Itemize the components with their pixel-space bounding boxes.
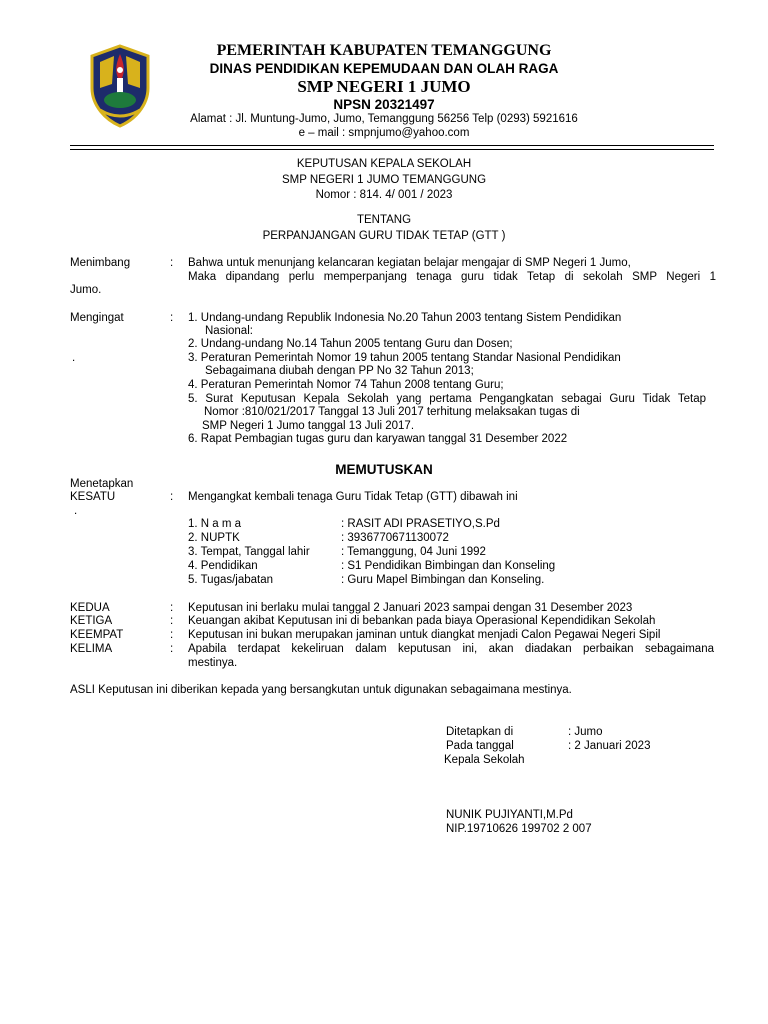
diktum-colon: : — [170, 643, 174, 655]
mengingat-label: Mengingat — [70, 312, 124, 324]
menimbang-line: Jumo. — [70, 284, 102, 296]
menimbang-label: Menimbang — [70, 257, 131, 269]
sign-name: NUNIK PUJIYANTI,M.Pd — [446, 809, 573, 821]
mengingat-item: SMP Negeri 1 Jumo tanggal 13 Juli 2017. — [202, 420, 415, 432]
menetapkan-label: Menetapkan — [70, 478, 134, 490]
person-value: : Guru Mapel Bimbingan dan Konseling. — [341, 574, 545, 586]
person-value: : RASIT ADI PRASETIYO,S.Pd — [341, 518, 500, 530]
stray-dot: . — [72, 352, 76, 364]
decree-school: SMP NEGERI 1 JUMO TEMANGGUNG — [281, 174, 487, 186]
diktum-colon: : — [170, 602, 174, 614]
decree-subject: PERPANJANGAN GURU TIDAK TETAP (GTT ) — [262, 230, 506, 242]
stray-dot: . — [74, 505, 78, 517]
kop-address: Alamat : Jl. Muntung-Jumo, Jumo, Temanggung 56256 Telp (0293) 5921616 — [190, 113, 578, 125]
menimbang-line: Bahwa untuk menunjang kelancaran kegiatan belajar mengajar di SMP Negeri 1 Jumo, — [188, 257, 631, 269]
kop-divider-thin — [70, 149, 714, 150]
kesatu-label: KESATU — [70, 491, 116, 503]
kesatu-text: Mengangkat kembali tenaga Guru Tidak Tetap (GTT) dibawah ini — [188, 491, 518, 503]
sign-date-value: : 2 Januari 2023 — [568, 740, 651, 752]
diktum-label: KEDUA — [70, 602, 110, 614]
person-label: 2. NUPTK — [188, 532, 240, 544]
person-value: : 3936770671130072 — [341, 532, 449, 544]
distribution-note: ASLI Keputusan ini diberikan kepada yang bersangkutan untuk digunakan sebagaimana mestinya. — [70, 684, 572, 696]
kesatu-colon: : — [170, 491, 174, 503]
kop-email: e – mail : smpnjumo@yahoo.com — [298, 127, 470, 139]
diktum-label: KETIGA — [70, 615, 113, 627]
decree-title: KEPUTUSAN KEPALA SEKOLAH — [296, 158, 472, 170]
menimbang-colon: : — [170, 257, 174, 269]
person-label: 3. Tempat, Tanggal lahir — [188, 546, 310, 558]
diktum-label: KELIMA — [70, 643, 113, 655]
diktum-label: KEEMPAT — [70, 629, 124, 641]
decree-number: Nomor : 814. 4/ 001 / 2023 — [315, 189, 453, 201]
sign-date-label: Pada tanggal — [446, 740, 514, 752]
person-value: : Temanggung, 04 Juni 1992 — [341, 546, 486, 558]
person-label: 1. N a m a — [188, 518, 242, 530]
kop-divider-thick — [70, 145, 714, 146]
decree-tentang: TENTANG — [356, 214, 412, 226]
diktum-text: Keputusan ini berlaku mulai tanggal 2 Januari 2023 sampai dengan 31 Desember 2023 — [188, 602, 633, 614]
mengingat-item: Nomor :810/021/2017 Tanggal 13 Juli 2017 terhitung melaksakan tugas di — [204, 406, 580, 418]
sign-place-label: Ditetapkan di — [446, 726, 514, 738]
kop-agency: DINAS PENDIDIKAN KEPEMUDAAN DAN OLAH RAGA — [209, 61, 559, 76]
mengingat-item: 4. Peraturan Pemerintah Nomor 74 Tahun 2008 tentang Guru; — [188, 379, 504, 391]
menimbang-line: Maka dipandang perlu memperpanjang tenaga guru tidak Tetap di sekolah SMP Negeri 1 — [188, 271, 716, 283]
diktum-colon: : — [170, 629, 174, 641]
diktum-text: Keputusan ini bukan merupakan jaminan untuk diangkat menjadi Calon Pegawai Negeri Sipil — [188, 629, 661, 641]
mengingat-item: 6. Rapat Pembagian tugas guru dan karyawan tanggal 31 Desember 2022 — [188, 433, 568, 445]
diktum-text: mestinya. — [188, 657, 238, 669]
mengingat-item: Sebagaimana diubah dengan PP No 32 Tahun 2013; — [205, 365, 474, 377]
sign-nip: NIP.19710626 199702 2 007 — [446, 823, 592, 835]
kop-government: PEMERINTAH KABUPATEN TEMANGGUNG — [216, 42, 552, 59]
mengingat-colon: : — [170, 312, 174, 324]
kop-npsn: NPSN 20321497 — [333, 97, 435, 112]
mengingat-item: 1. Undang-undang Republik Indonesia No.20 Tahun 2003 tentang Sistem Pendidikan — [188, 312, 622, 324]
mengingat-item: 2. Undang-undang No.14 Tahun 2005 tentang Guru dan Dosen; — [188, 338, 513, 350]
person-value: : S1 Pendidikan Bimbingan dan Konseling — [341, 560, 556, 572]
diktum-text: Keuangan akibat Keputusan ini di bebankan pada biaya Operasional Kependidikan Sekolah — [188, 615, 656, 627]
person-label: 4. Pendidikan — [188, 560, 258, 572]
diktum-text: Apabila terdapat kekeliruan dalam keputusan ini, akan diadakan perbaikan sebagaimana — [188, 643, 714, 655]
mengingat-item: Nasional: — [205, 325, 253, 337]
sign-place-value: : Jumo — [568, 726, 603, 738]
sign-position: Kepala Sekolah — [444, 754, 525, 766]
diktum-colon: : — [170, 615, 174, 627]
kop-school-name: SMP NEGERI 1 JUMO — [297, 77, 471, 96]
memutuskan-heading: MEMUTUSKAN — [335, 462, 433, 477]
person-label: 5. Tugas/jabatan — [188, 574, 274, 586]
mengingat-item: 5. Surat Keputusan Kepala Sekolah yang pertama Pengangkatan sebagai Guru Tidak Tetap — [188, 393, 706, 405]
mengingat-item: 3. Peraturan Pemerintah Nomor 19 tahun 2005 tentang Standar Nasional Pendidikan — [188, 352, 621, 364]
